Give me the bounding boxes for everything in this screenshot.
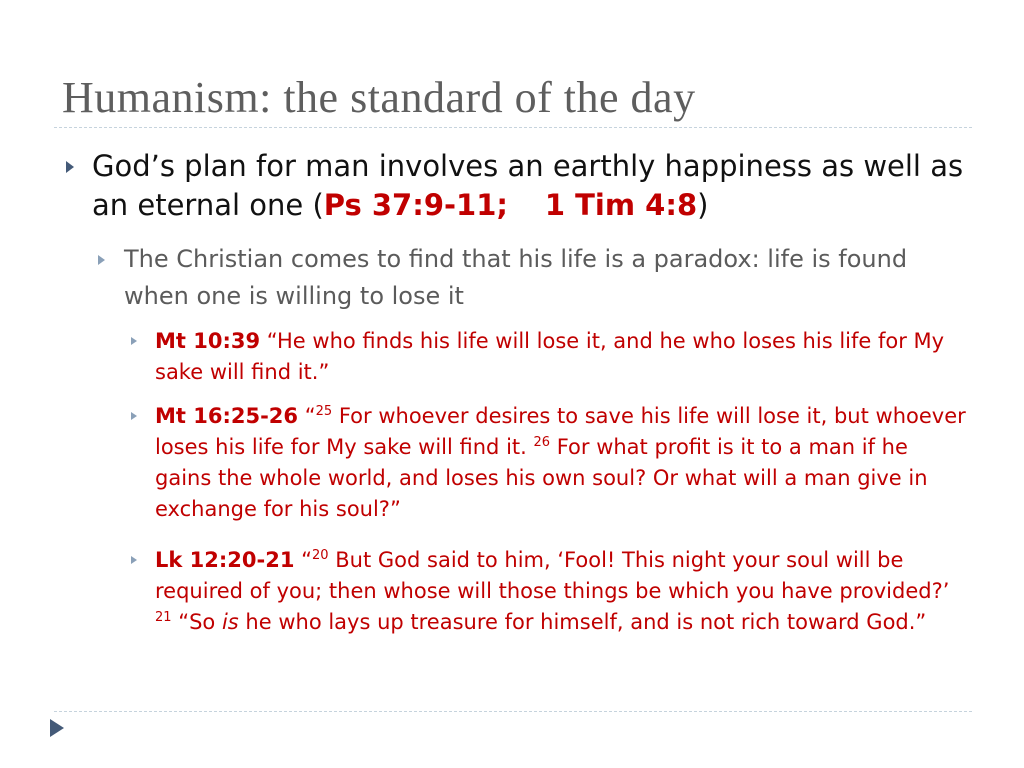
verse-ref: Lk 12:20-21 xyxy=(155,548,295,572)
verse-ref: Mt 10:39 xyxy=(155,329,261,353)
verse-number: 20 xyxy=(312,548,329,563)
verse-open-quote: “ xyxy=(304,404,316,428)
verse-text: For what profit is it to a man if he gains the whole world, and loses his own soul? Or what will a man give in exchange for his soul?” xyxy=(155,435,928,521)
scripture-ref-tim: 1 Tim 4:8 xyxy=(544,188,698,222)
bullet-arrow-icon xyxy=(131,556,137,564)
bullet-arrow-icon xyxy=(131,412,137,420)
verse-open-quote: “ xyxy=(301,548,313,572)
verse-text: “He who finds his life will lose it, and he who loses his life for My sake will find it.” xyxy=(155,329,945,384)
verse-item xyxy=(155,401,970,525)
verse-item xyxy=(155,545,970,638)
verse-text: But God said to him, ‘Fool! This night your soul will be required of you; then whose will those things be which you have provided?’ xyxy=(155,548,950,603)
bullet-arrow-icon xyxy=(66,161,74,173)
verse-text: “So xyxy=(171,610,222,634)
title-divider xyxy=(54,127,972,128)
verse-text: he who lays up treasure for himself, and is not rich toward God.” xyxy=(238,610,927,634)
verse-emphasis: is xyxy=(221,610,239,634)
bullet-arrow-icon xyxy=(98,255,105,265)
scripture-ref-ps: Ps 37:9-11; xyxy=(323,188,508,222)
point1-close: ) xyxy=(697,188,709,222)
bullet-level1 xyxy=(92,147,972,225)
verse-item xyxy=(155,326,970,388)
verse-text: For whoever desires to save his life will lose it, but whoever loses his life for My sake will find it. xyxy=(155,404,966,459)
verse-number: 25 xyxy=(315,404,333,419)
bullet-level2 xyxy=(124,241,924,315)
slide-title: Humanism: the standard of the day xyxy=(62,73,696,122)
play-triangle-icon[interactable] xyxy=(50,719,64,737)
bullet-arrow-icon xyxy=(131,337,137,345)
verse-number: 21 xyxy=(155,610,172,625)
point1-text: God’s plan for man involves an earthly happiness as well as an eternal one ( xyxy=(92,149,964,222)
point2-text: The Christian comes to find that his life is a paradox: life is found when one is willing to lose it xyxy=(124,245,908,310)
verse-number: 26 xyxy=(533,435,551,450)
footer-divider xyxy=(54,711,972,712)
verse-ref: Mt 16:25-26 xyxy=(155,404,299,428)
